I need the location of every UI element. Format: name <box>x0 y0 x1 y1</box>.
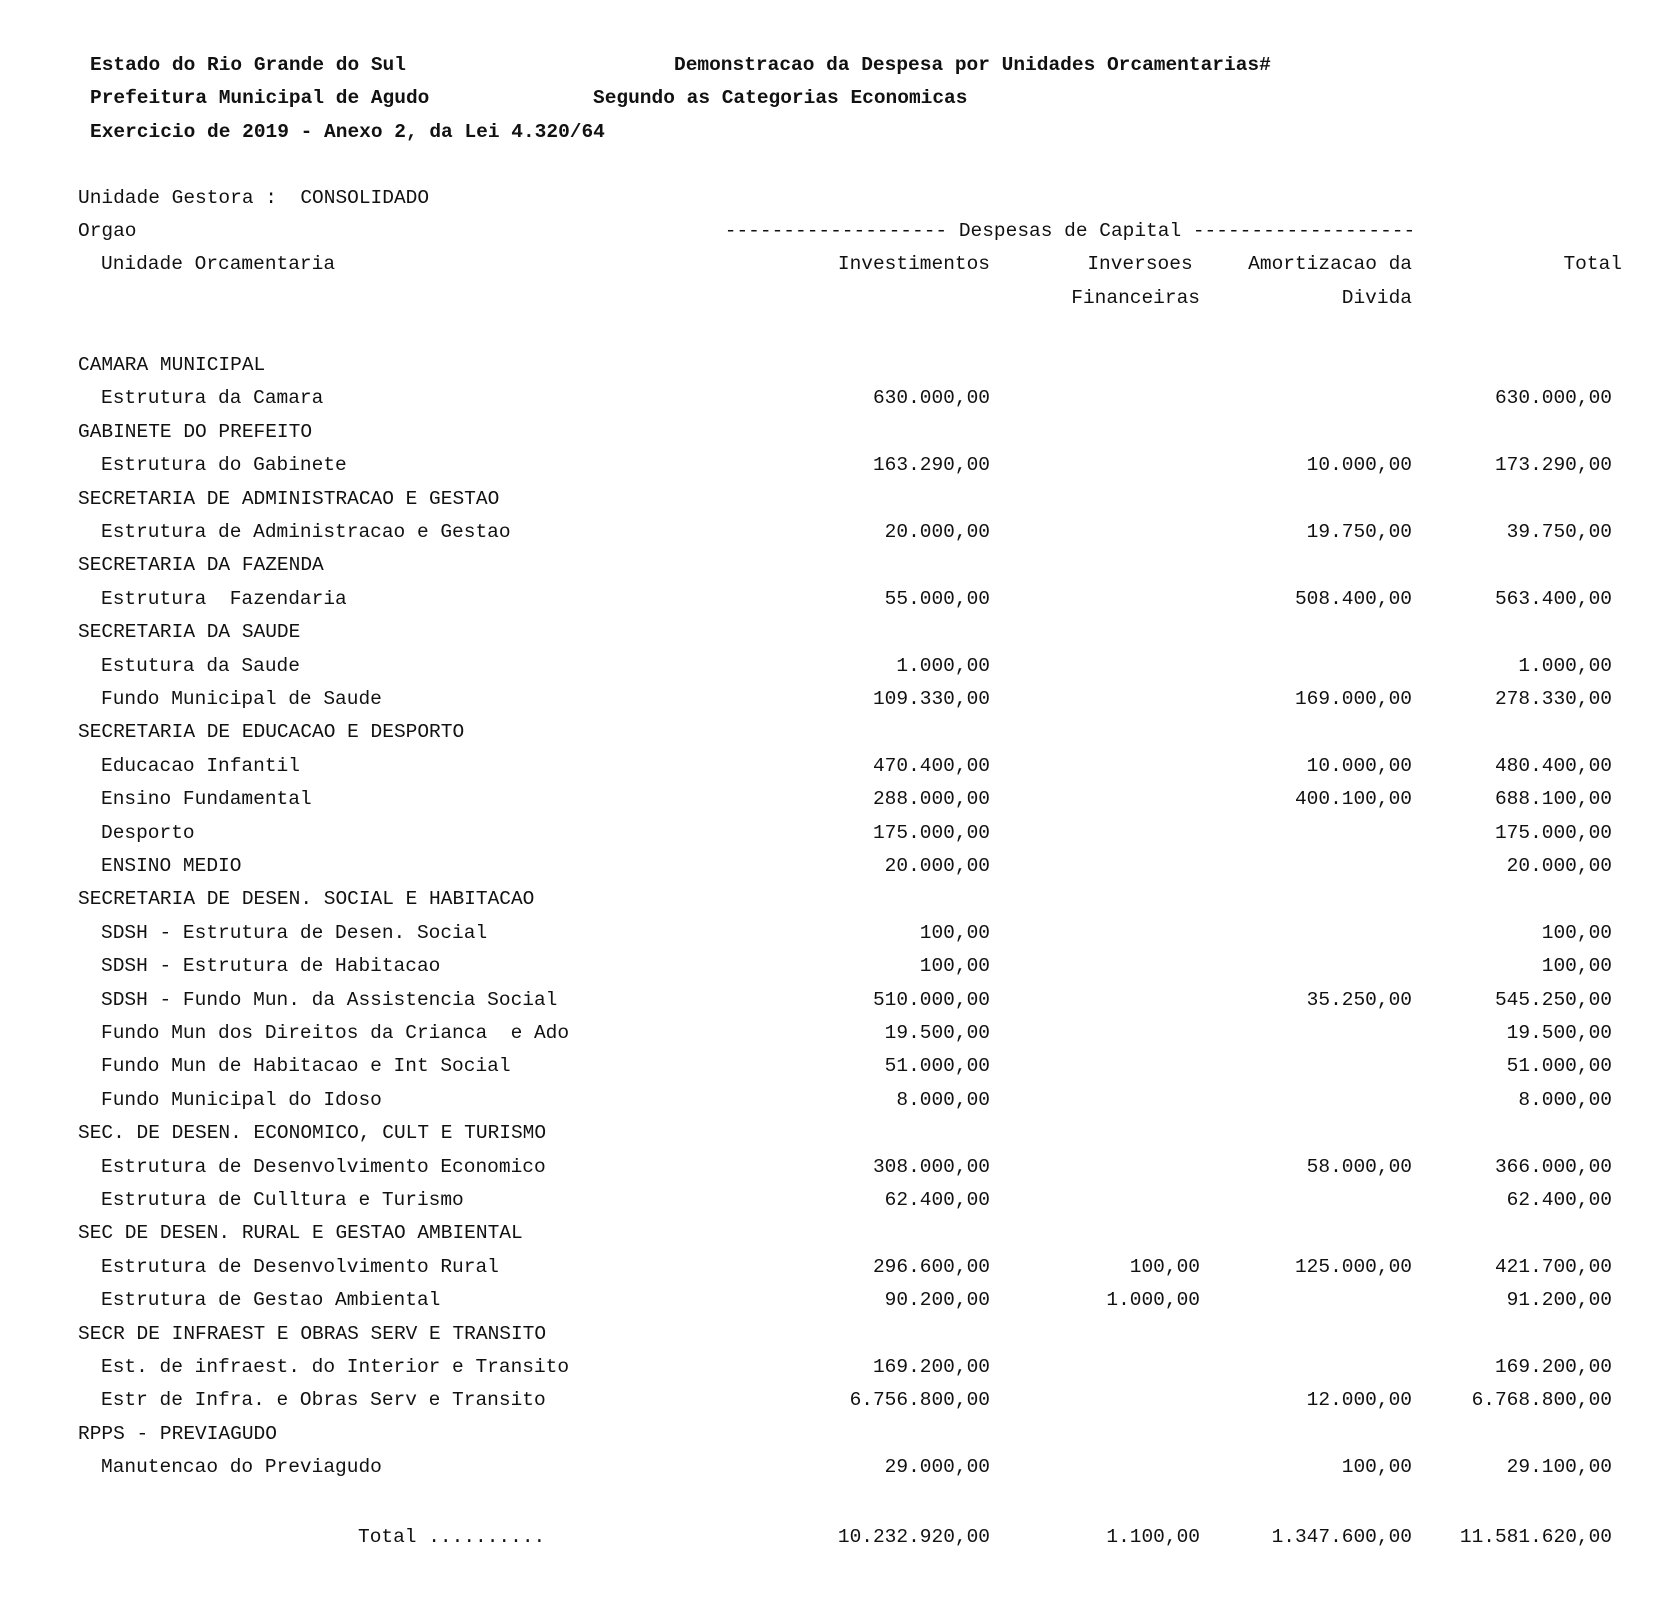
cell-total: 29.100,00 <box>1506 1456 1612 1479</box>
unit-name: Estrutura do Gabinete <box>101 454 347 477</box>
cell-total: 421.700,00 <box>1494 1255 1612 1278</box>
unit-name: Estrutura de Administracao e Gestao <box>101 521 511 543</box>
cell-total: 8.000,00 <box>1518 1088 1612 1111</box>
totals-inversoes: 1.100,00 <box>1106 1526 1200 1548</box>
unit-name: Fundo Mun de Habitacao e Int Social <box>101 1055 511 1078</box>
unit-name: SDSH - Estrutura de Desen. Social <box>101 921 488 944</box>
cell-investimentos: 19.500,00 <box>884 1022 990 1044</box>
cell-investimentos: 100,00 <box>919 921 990 944</box>
orgao-heading: GABINETE DO PREFEITO <box>78 420 313 443</box>
cell-total: 20.000,00 <box>1506 855 1612 877</box>
cell-investimentos: 90.200,00 <box>884 1289 990 1312</box>
cell-total: 688.100,00 <box>1494 788 1612 811</box>
exercise-info: Exercicio de 2019 - Anexo 2, da Lei 4.320/64 <box>90 121 605 143</box>
orgao-heading: RPPS - PREVIAGUDO <box>78 1422 277 1445</box>
orgao-heading: SECRETARIA DE EDUCACAO E DESPORTO <box>78 721 465 744</box>
cell-inversoes: 100,00 <box>1129 1255 1200 1278</box>
report-title: Demonstracao da Despesa por Unidades Orcamentarias# <box>674 54 1271 76</box>
cell-investimentos: 6.756.800,00 <box>849 1389 990 1412</box>
cell-total: 51.000,00 <box>1506 1055 1612 1078</box>
cell-investimentos: 175.000,00 <box>872 821 990 844</box>
cell-total: 100,00 <box>1541 921 1612 944</box>
col-header-divida: Divida <box>1341 287 1412 309</box>
orgao-heading: SECRETARIA DE ADMINISTRACAO E GESTAO <box>78 487 500 510</box>
cell-amortizacao: 100,00 <box>1341 1456 1412 1479</box>
cell-amortizacao: 58.000,00 <box>1306 1155 1412 1178</box>
cell-total: 366.000,00 <box>1494 1155 1612 1178</box>
unit-name: SDSH - Fundo Mun. da Assistencia Social <box>101 988 558 1011</box>
cell-total: 169.200,00 <box>1494 1356 1612 1378</box>
unit-name: ENSINO MEDIO <box>101 855 242 877</box>
cell-amortizacao: 125.000,00 <box>1294 1255 1412 1278</box>
unit-name: SDSH - Estrutura de Habitacao <box>101 955 441 978</box>
capital-expenses-banner: ------------------- Despesas de Capital ------------------- <box>724 220 1416 242</box>
cell-total: 278.330,00 <box>1494 688 1612 710</box>
col-header-financeiras: Financeiras <box>1071 287 1200 309</box>
cell-investimentos: 55.000,00 <box>884 587 990 610</box>
orgao-heading: SEC. DE DESEN. ECONOMICO, CULT E TURISMO <box>78 1122 547 1145</box>
unit-name: Estutura da Saude <box>101 654 300 677</box>
cell-amortizacao: 10.000,00 <box>1306 754 1412 777</box>
orgao-heading: SECRETARIA DA FAZENDA <box>78 554 324 577</box>
cell-total: 175.000,00 <box>1494 821 1612 844</box>
orgao-heading: SECR DE INFRAEST E OBRAS SERV E TRANSITO <box>78 1322 547 1345</box>
cell-amortizacao: 19.750,00 <box>1306 521 1412 543</box>
unit-name: Desporto <box>101 821 195 844</box>
unit-name: Estrutura de Gestao Ambiental <box>101 1289 441 1312</box>
orgao-heading: SECRETARIA DA SAUDE <box>78 621 301 644</box>
unit-name: Fundo Mun dos Direitos da Crianca e Ado <box>101 1022 570 1044</box>
cell-total: 1.000,00 <box>1518 654 1612 677</box>
unit-name: Ensino Fundamental <box>101 788 312 811</box>
cell-inversoes: 1.000,00 <box>1106 1289 1200 1312</box>
orgao-heading: SECRETARIA DE DESEN. SOCIAL E HABITACAO <box>78 888 535 911</box>
cell-total: 39.750,00 <box>1506 521 1612 543</box>
cell-investimentos: 163.290,00 <box>872 454 990 477</box>
orgao-label: Orgao <box>78 220 137 242</box>
cell-investimentos: 100,00 <box>919 955 990 978</box>
cell-total: 173.290,00 <box>1494 454 1612 477</box>
cell-total: 630.000,00 <box>1494 387 1612 410</box>
unit-name: Educacao Infantil <box>101 754 300 777</box>
col-header-investimentos: Investimentos <box>837 253 990 275</box>
cell-investimentos: 29.000,00 <box>884 1456 990 1479</box>
unit-name: Estr de Infra. e Obras Serv e Transito <box>101 1389 546 1412</box>
totals-label: Total .......... <box>358 1526 546 1548</box>
cell-investimentos: 630.000,00 <box>872 387 990 410</box>
cell-amortizacao: 10.000,00 <box>1306 454 1412 477</box>
unit-name: Estrutura de Desenvolvimento Economico <box>101 1155 546 1178</box>
unit-name: Manutencao do Previagudo <box>101 1456 382 1479</box>
cell-investimentos: 169.200,00 <box>872 1356 990 1378</box>
state-name: Estado do Rio Grande do Sul <box>90 54 406 76</box>
unit-name: Estrutura Fazendaria <box>101 587 347 610</box>
totals-investimentos: 10.232.920,00 <box>837 1526 990 1548</box>
orgao-heading: CAMARA MUNICIPAL <box>78 354 266 376</box>
cell-investimentos: 109.330,00 <box>872 688 990 710</box>
totals-amortizacao: 1.347.600,00 <box>1271 1526 1412 1548</box>
col-header-amortizacao: Amortizacao da <box>1248 253 1412 275</box>
cell-investimentos: 296.600,00 <box>872 1255 990 1278</box>
cell-total: 19.500,00 <box>1506 1022 1612 1044</box>
cell-investimentos: 470.400,00 <box>872 754 990 777</box>
unit-name: Estrutura de Desenvolvimento Rural <box>101 1255 499 1278</box>
totals-total: 11.581.620,00 <box>1459 1526 1612 1548</box>
col-header-inversoes: Inversoes <box>1087 253 1193 275</box>
cell-amortizacao: 400.100,00 <box>1294 788 1412 811</box>
cell-total: 480.400,00 <box>1494 754 1612 777</box>
cell-investimentos: 20.000,00 <box>884 855 990 877</box>
cell-investimentos: 288.000,00 <box>872 788 990 811</box>
cell-total: 563.400,00 <box>1494 587 1612 610</box>
cell-investimentos: 62.400,00 <box>884 1189 990 1211</box>
cell-total: 545.250,00 <box>1494 988 1612 1011</box>
cell-total: 100,00 <box>1541 955 1612 978</box>
cell-total: 62.400,00 <box>1506 1189 1612 1211</box>
cell-investimentos: 510.000,00 <box>872 988 990 1011</box>
cell-amortizacao: 35.250,00 <box>1306 988 1412 1011</box>
cell-total: 91.200,00 <box>1506 1289 1612 1312</box>
cell-investimentos: 20.000,00 <box>884 521 990 543</box>
cell-investimentos: 51.000,00 <box>884 1055 990 1078</box>
municipality-name: Prefeitura Municipal de Agudo <box>90 87 430 109</box>
cell-amortizacao: 508.400,00 <box>1294 587 1412 610</box>
unit-name: Fundo Municipal de Saude <box>101 688 382 710</box>
unit-name: Fundo Municipal do Idoso <box>101 1088 382 1111</box>
unit-name: Est. de infraest. do Interior e Transito <box>101 1356 570 1378</box>
cell-total: 6.768.800,00 <box>1471 1389 1612 1412</box>
unit-name: Estrutura da Camara <box>101 387 324 410</box>
col-header-total: Total <box>1563 253 1622 275</box>
cell-investimentos: 308.000,00 <box>872 1155 990 1178</box>
cell-amortizacao: 169.000,00 <box>1294 688 1412 710</box>
cell-amortizacao: 12.000,00 <box>1306 1389 1412 1412</box>
cell-investimentos: 1.000,00 <box>896 654 990 677</box>
report-subtitle: Segundo as Categorias Economicas <box>593 87 968 109</box>
cell-investimentos: 8.000,00 <box>896 1088 990 1111</box>
orgao-heading: SEC DE DESEN. RURAL E GESTAO AMBIENTAL <box>78 1222 523 1245</box>
unit-name: Estrutura de Culltura e Turismo <box>101 1189 464 1211</box>
unit-label: Unidade Gestora : CONSOLIDADO <box>78 187 430 209</box>
unidade-label: Unidade Orcamentaria <box>101 253 336 275</box>
